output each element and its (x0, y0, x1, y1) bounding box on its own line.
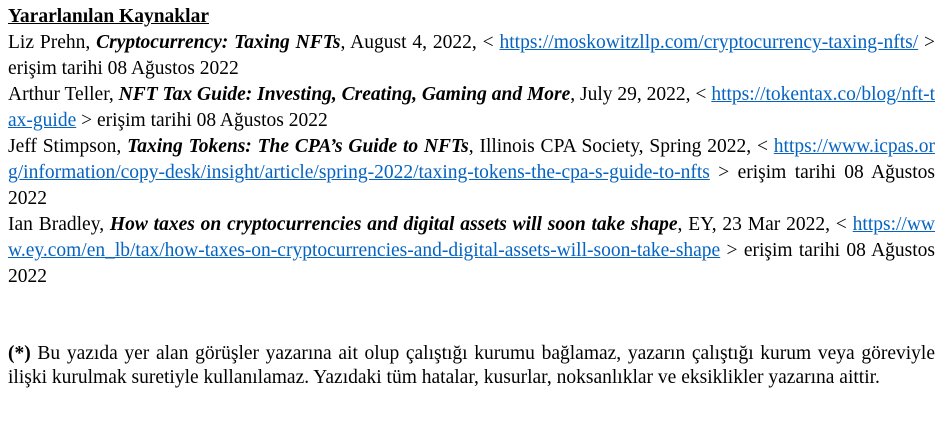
reference-title: Cryptocurrency: Taxing NFTs (96, 32, 341, 53)
reference-author: Jeff Stimpson, (8, 136, 122, 157)
reference-access-date: > erişim tarihi 08 Ağustos 2022 (8, 240, 935, 287)
reference-details: , Illinois CPA Society, Spring 2022, < (468, 136, 768, 157)
reference-access-date: > erişim tarihi 08 Ağustos 2022 (76, 110, 328, 131)
reference-item-1 (8, 30, 935, 82)
disclaimer-note (8, 342, 935, 390)
disclaimer-marker: (*) (8, 343, 31, 364)
reference-author: Ian Bradley, (8, 214, 105, 235)
reference-title: How taxes on cryptocurrencies and digital assets will soon take shape (109, 214, 678, 235)
reference-details: , August 4, 2022, < (340, 32, 494, 53)
reference-author: Arthur Teller, (8, 84, 114, 105)
reference-link[interactable]: https://moskowitzllp.com/cryptocurrency-taxing-nfts/ (499, 32, 919, 53)
reference-item-4 (8, 212, 935, 290)
reference-item-3 (8, 134, 935, 212)
reference-details: , EY, 23 Mar 2022, < (677, 214, 847, 235)
reference-link[interactable]: https://www.ey.com/en_lb/tax/how-taxes-on-cryptocurrencies-and-digital-assets-will-soon-take-shape (8, 214, 935, 261)
section-spacer (8, 290, 935, 342)
reference-author: Liz Prehn, (8, 32, 91, 53)
reference-item-2 (8, 82, 935, 134)
reference-title: NFT Tax Guide: Investing, Creating, Gaming and More (118, 84, 571, 105)
reference-details: , July 29, 2022, < (570, 84, 707, 105)
reference-link[interactable]: https://tokentax.co/blog/nft-tax-guide (8, 84, 935, 131)
references-heading: Yararlanılan Kaynaklar (8, 6, 209, 27)
reference-access-date: > erişim tarihi 08 Ağustos 2022 (8, 32, 936, 79)
disclaimer-text: Bu yazıda yer alan görüşler yazarına ait olup çalıştığı kurumu bağlamaz, yazarın çalıştığı kurum veya göreviyle ilişki kurulmak suretiyle kullanılamaz. Yazıdaki tüm hatalar, kusurlar, noksanlıklar ve eksiklikler yazarına aittir. (8, 343, 935, 388)
references-list (8, 30, 935, 290)
reference-title: Taxing Tokens: The CPA’s Guide to NFTs (127, 136, 469, 157)
reference-link[interactable]: https://www.icpas.org/information/copy-desk/insight/article/spring-2022/taxing-tokens-the-cpa-s-guide-to-nfts (8, 136, 936, 183)
reference-access-date: > erişim tarihi 08 Ağustos 2022 (8, 162, 935, 209)
